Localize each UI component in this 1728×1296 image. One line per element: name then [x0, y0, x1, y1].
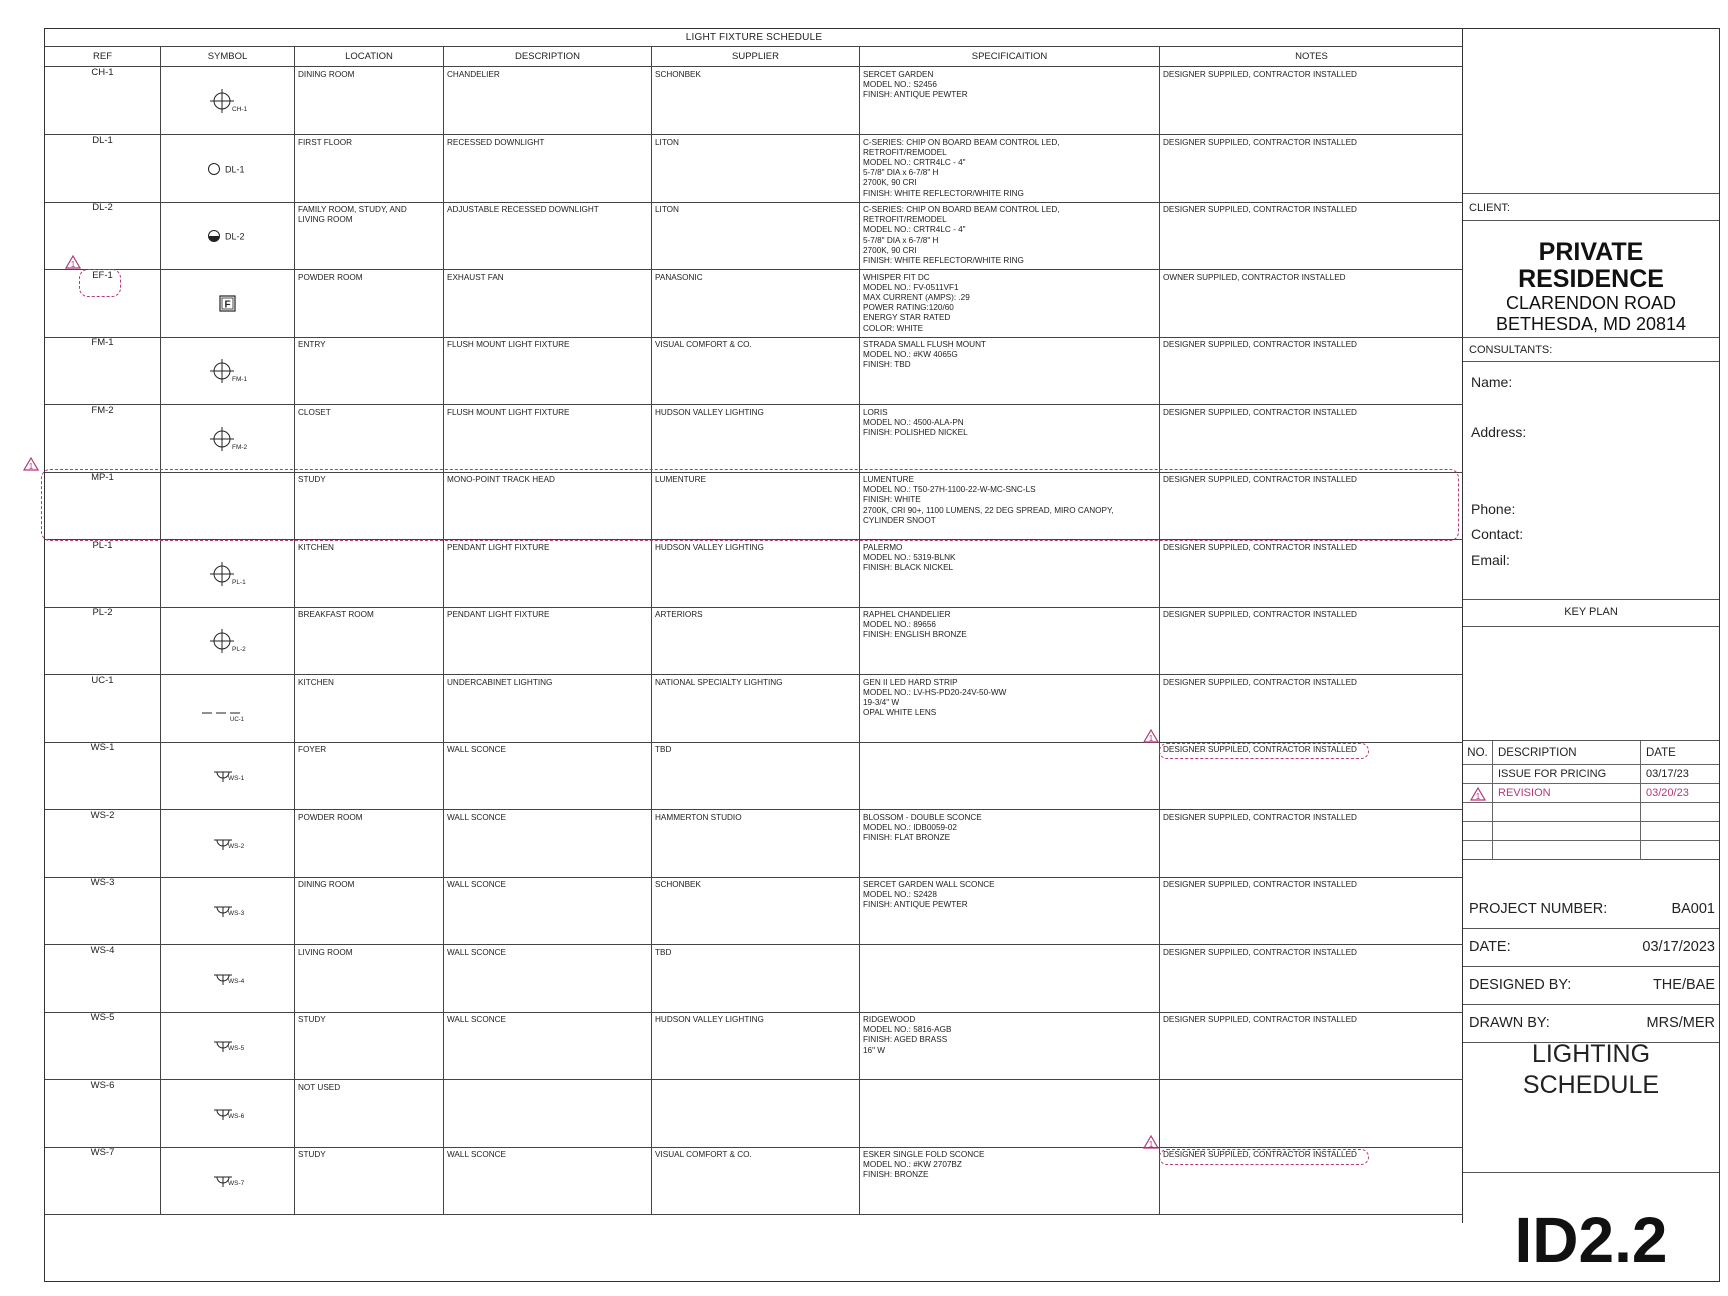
client-address [1463, 293, 1719, 335]
description-cell: WALL SCONCE [444, 945, 652, 1012]
svg-text:WS-5: WS-5 [227, 1045, 244, 1052]
specification-cell: LUMENTURE MODEL NO.: T50-27H-1100-22-W-MC-SNC-LS FINISH: WHITE 2700K, CRI 90+, 1100 LUMENS, 22 DEG SPREAD, MIRO CANOPY, CYLINDER SNOOT [860, 472, 1160, 539]
symbol-cell [161, 742, 295, 809]
table-row [45, 877, 1463, 945]
revision-row [1463, 841, 1719, 860]
notes-cell: DESIGNER SUPPILED, CONTRACTOR INSTALLED [1163, 205, 1357, 214]
description-cell: FLUSH MOUNT LIGHT FIXTURE [444, 337, 652, 404]
wall-sconce-icon [198, 1100, 258, 1134]
crosshair-icon [198, 627, 258, 661]
revision-delta-icon [65, 255, 81, 269]
revision-delta-icon [1143, 729, 1159, 743]
symbol-cell [161, 472, 295, 539]
consultant-address-label: Address: [1471, 424, 1527, 440]
location-cell: POWDER ROOM [295, 810, 444, 877]
description-cell: WALL SCONCE [444, 877, 652, 944]
date-value: 03/17/2023 [1642, 939, 1715, 955]
specification-cell: SERCET GARDEN MODEL NO.: S2456 FINISH: ANTIQUE PEWTER [860, 67, 1160, 134]
symbol-cell [161, 810, 295, 877]
client-label: CLIENT: [1469, 202, 1510, 214]
description-cell: CHANDELIER [444, 67, 652, 134]
consultants-label-row [1463, 338, 1719, 362]
supplier-cell: HUDSON VALLEY LIGHTING [652, 405, 860, 472]
location-cell: KITCHEN [295, 540, 444, 607]
dashed-line-icon [198, 695, 258, 729]
location-cell: DINING ROOM [295, 67, 444, 134]
symbol-cell [161, 1080, 295, 1147]
svg-text:UC-1: UC-1 [229, 716, 244, 723]
svg-text:1: 1 [1148, 1140, 1154, 1149]
specification-cell: LORIS MODEL NO.: 4500-ALA-PN FINISH: POLISHED NICKEL [860, 405, 1160, 472]
notes-cell: DESIGNER SUPPILED, CONTRACTOR INSTALLED [1163, 947, 1357, 957]
location-cell: CLOSET [295, 405, 444, 472]
table-row [45, 135, 1463, 203]
table-row [45, 810, 1463, 878]
ref-cell: PL-1 [45, 540, 161, 607]
symbol-cell [161, 945, 295, 1012]
drawn-by-label: DRAWN BY: [1469, 1015, 1550, 1031]
header-notes: NOTES [1295, 51, 1328, 62]
header-supplier: SUPPLIER [652, 47, 860, 67]
ref-cell: WS-7 [45, 1147, 161, 1214]
sheet-title-line2: SCHEDULE [1522, 1071, 1660, 1099]
ref-cell: WS-5 [45, 1012, 161, 1079]
notes-cell: OWNER SUPPILED, CONTRACTOR INSTALLED [1163, 272, 1346, 282]
key-plan-label-row [1463, 600, 1719, 627]
consultants-section [1463, 362, 1719, 600]
notes-cell: DESIGNER SUPPILED, CONTRACTOR INSTALLED [1163, 880, 1357, 889]
symbol-blank-icon [223, 492, 233, 502]
symbol-cell [161, 1012, 295, 1079]
revision-no [1463, 765, 1493, 784]
revision-description: ISSUE FOR PRICING [1493, 765, 1641, 784]
description-cell: RECESSED DOWNLIGHT [444, 135, 652, 202]
key-plan-label: KEY PLAN [1564, 606, 1618, 618]
specification-cell [860, 742, 1160, 809]
client-label-row [1463, 194, 1719, 221]
ref-cell: PL-2 [45, 607, 161, 674]
specification-cell [860, 945, 1160, 1012]
wall-sconce-icon [198, 762, 258, 796]
header-symbol: SYMBOL [161, 47, 295, 67]
wall-sconce-icon [198, 1032, 258, 1066]
notes-cell: DESIGNER SUPPILED, CONTRACTOR INSTALLED [1163, 677, 1357, 687]
svg-text:PL-2: PL-2 [231, 646, 246, 653]
location-cell: DINING ROOM [295, 877, 444, 944]
supplier-cell: NATIONAL SPECIALTY LIGHTING [652, 675, 860, 742]
svg-text:FM-2: FM-2 [231, 443, 247, 451]
crosshair-icon [198, 425, 258, 459]
svg-text:1: 1 [28, 462, 34, 471]
table-row [45, 540, 1463, 608]
notes-cell: DESIGNER SUPPILED, CONTRACTOR INSTALLED [1163, 70, 1357, 79]
client-address-line1: CLARENDON ROAD [1505, 293, 1677, 313]
specification-cell: PALERMO MODEL NO.: 5319-BLNK FINISH: BLACK NICKEL [860, 540, 1160, 607]
wall-sconce-icon [198, 897, 258, 931]
ref-cell: UC-1 [45, 675, 161, 742]
specification-cell [860, 1080, 1160, 1147]
consultant-contact-label: Contact: [1471, 526, 1524, 542]
revision-row [1463, 765, 1719, 784]
notes-cell: DESIGNER SUPPILED, CONTRACTOR INSTALLED [1163, 1150, 1357, 1159]
project-number-label: PROJECT NUMBER: [1469, 901, 1608, 917]
designed-by-value: THE/BAE [1652, 977, 1715, 993]
supplier-cell: LITON [652, 202, 860, 269]
symbol-cell [161, 67, 295, 134]
revision-table [1463, 741, 1719, 860]
location-cell: LIVING ROOM [295, 945, 444, 1012]
svg-text:1: 1 [70, 260, 76, 269]
designed-by-label: DESIGNED BY: [1469, 977, 1572, 993]
location-cell: NOT USED [295, 1080, 444, 1147]
symbol-cell [161, 202, 295, 269]
ref-cell: FM-2 [45, 405, 161, 472]
table-row [45, 202, 1463, 270]
symbol-cell [161, 540, 295, 607]
symbol-cell [161, 877, 295, 944]
description-cell: WALL SCONCE [444, 810, 652, 877]
specification-cell: ESKER SINGLE FOLD SCONCE MODEL NO.: #KW 2707BZ FINISH: BRONZE [860, 1147, 1160, 1214]
location-cell: POWDER ROOM [295, 270, 444, 337]
description-cell: FLUSH MOUNT LIGHT FIXTURE [444, 405, 652, 472]
ref-cell: FM-1 [45, 337, 161, 404]
table-row [45, 945, 1463, 1013]
specification-cell: STRADA SMALL FLUSH MOUNT MODEL NO.: #KW 4065G FINISH: TBD [860, 337, 1160, 404]
symbol-cell [161, 337, 295, 404]
table-row [45, 67, 1463, 135]
revision-delta-icon [1143, 1135, 1159, 1149]
supplier-cell: ARTERIORS [652, 607, 860, 674]
symbol-cell [161, 405, 295, 472]
specification-cell: SERCET GARDEN WALL SCONCE MODEL NO.: S2428 FINISH: ANTIQUE PEWTER [860, 877, 1160, 944]
symbol-cell [161, 135, 295, 202]
ref-cell: MP-1 [45, 472, 161, 539]
revision-row [1463, 784, 1719, 803]
specification-cell: RAPHEL CHANDELIER MODEL NO.: 89656 FINISH: ENGLISH BRONZE [860, 607, 1160, 674]
svg-text:WS-7: WS-7 [227, 1180, 244, 1187]
table-row [45, 1080, 1463, 1148]
title-block [1463, 29, 1719, 1281]
notes-cell: DESIGNER SUPPILED, CONTRACTOR INSTALLED [1163, 137, 1357, 147]
header-location: LOCATION [295, 47, 444, 67]
description-cell: UNDERCABINET LIGHTING [444, 675, 652, 742]
table-row [45, 1012, 1463, 1080]
notes-cell [1160, 1080, 1463, 1147]
sheet-title-line1: LIGHTING [1531, 1040, 1651, 1068]
svg-text:1: 1 [1475, 792, 1480, 801]
revision-row [1463, 822, 1719, 841]
notes-cell: DESIGNER SUPPILED, CONTRACTOR INSTALLED [1163, 1015, 1357, 1024]
notes-cell: DESIGNER SUPPILED, CONTRACTOR INSTALLED [1163, 610, 1357, 619]
ref-cell: EF-1 [45, 270, 161, 337]
supplier-cell: HUDSON VALLEY LIGHTING [652, 1012, 860, 1079]
ref-cell: WS-3 [45, 877, 161, 944]
crosshair-icon [198, 87, 258, 121]
drawing-sheet [28, 28, 1720, 1282]
consultant-email-label: Email: [1471, 552, 1510, 568]
client-section [1463, 221, 1719, 338]
svg-text:DL-1: DL-1 [224, 164, 245, 174]
table-row [45, 1147, 1463, 1215]
symbol-cell [161, 607, 295, 674]
client-address-line2: BETHESDA, MD 20814 [1495, 314, 1687, 334]
revision-delta-icon [23, 457, 39, 471]
wall-sconce-icon [198, 965, 258, 999]
location-cell: BREAKFAST ROOM [295, 607, 444, 674]
location-cell: ENTRY [295, 337, 444, 404]
wall-sconce-icon [198, 830, 258, 864]
notes-cell: DESIGNER SUPPILED, CONTRACTOR INSTALLED [1163, 475, 1357, 484]
description-cell: PENDANT LIGHT FIXTURE [444, 607, 652, 674]
crosshair-icon [198, 560, 258, 594]
date-label: DATE: [1469, 939, 1511, 955]
table-row [45, 472, 1463, 540]
revision-description: REVISION [1493, 784, 1641, 803]
ref-cell: WS-6 [45, 1080, 161, 1147]
date-row [1463, 929, 1719, 967]
supplier-cell: VISUAL COMFORT & CO. [652, 1147, 860, 1214]
description-cell: EXHAUST FAN [444, 270, 652, 337]
revision-row [1463, 803, 1719, 822]
revision-header-date: DATE [1646, 747, 1676, 759]
notes-cell: DESIGNER SUPPILED, CONTRACTOR INSTALLED [1163, 812, 1357, 822]
table-row [45, 337, 1463, 405]
svg-text:WS-6: WS-6 [227, 1112, 244, 1120]
wall-sconce-icon [198, 1167, 258, 1201]
notes-cell: DESIGNER SUPPILED, CONTRACTOR INSTALLED [1163, 340, 1357, 349]
title-block-top-blank [1463, 29, 1719, 194]
svg-text:WS-2: WS-2 [227, 842, 244, 850]
supplier-cell: SCHONBEK [652, 877, 860, 944]
revision-header-no: NO. [1463, 741, 1493, 765]
supplier-cell: SCHONBEK [652, 67, 860, 134]
sheet-number: ID2.2 [1514, 1204, 1668, 1276]
header-description: DESCRIPTION [444, 47, 652, 67]
specification-cell: BLOSSOM - DOUBLE SCONCE MODEL NO.: IDB0059-02 FINISH: FLAT BRONZE [860, 810, 1160, 877]
specification-cell: WHISPER FIT DC MODEL NO.: FV-0511VF1 MAX CURRENT (AMPS): .29 POWER RATING:120/60 ENERGY STAR RATED COLOR: WHITE [860, 270, 1160, 337]
description-cell: PENDANT LIGHT FIXTURE [444, 540, 652, 607]
ref-cell: DL-2 [45, 202, 161, 269]
revision-date: 03/20/23 [1646, 787, 1689, 799]
client-name [1463, 239, 1719, 293]
location-cell: FAMILY ROOM, STUDY, AND LIVING ROOM [295, 202, 444, 269]
ref-cell: WS-2 [45, 810, 161, 877]
schedule-header-row [45, 47, 1463, 67]
table-row [45, 742, 1463, 810]
location-cell: STUDY [295, 1147, 444, 1214]
notes-cell: DESIGNER SUPPILED, CONTRACTOR INSTALLED [1163, 407, 1357, 417]
consultant-name-label: Name: [1471, 374, 1513, 390]
consultants-label: CONSULTANTS: [1469, 344, 1553, 356]
specification-cell: RIDGEWOOD MODEL NO.: 5816-AGB FINISH: AGED BRASS 16" W [860, 1012, 1160, 1079]
supplier-cell: TBD [652, 742, 860, 809]
project-number-value: BA001 [1671, 901, 1715, 917]
supplier-cell [652, 1080, 860, 1147]
symbol-cell [161, 1147, 295, 1214]
svg-text:1: 1 [1148, 734, 1154, 743]
description-cell: WALL SCONCE [444, 1147, 652, 1214]
symbol-cell [161, 675, 295, 742]
location-cell: FIRST FLOOR [295, 135, 444, 202]
svg-text:WS-4: WS-4 [227, 977, 244, 985]
ref-cell: CH-1 [45, 67, 161, 134]
svg-text:F: F [223, 299, 231, 310]
description-cell [444, 1080, 652, 1147]
svg-text:WS-1: WS-1 [227, 775, 244, 782]
description-cell: WALL SCONCE [444, 742, 652, 809]
ref-cell: WS-1 [45, 742, 161, 809]
schedule-title: LIGHT FIXTURE SCHEDULE [45, 29, 1463, 47]
revision-header-description: DESCRIPTION [1493, 741, 1641, 765]
description-cell: MONO-POINT TRACK HEAD [444, 472, 652, 539]
header-specification: SPECIFICAITION [860, 47, 1160, 67]
revision-no [1463, 784, 1493, 803]
key-plan-area [1463, 627, 1719, 741]
supplier-cell: LITON [652, 135, 860, 202]
project-number-row [1463, 891, 1719, 929]
supplier-cell: TBD [652, 945, 860, 1012]
supplier-cell: HAMMERTON STUDIO [652, 810, 860, 877]
svg-text:PL-1: PL-1 [231, 578, 246, 586]
specification-cell: GEN II LED HARD STRIP MODEL NO.: LV-HS-PD20-24V-50-WW 19-3/4" W OPAL WHITE LENS [860, 675, 1160, 742]
specification-cell: C-SERIES: CHIP ON BOARD BEAM CONTROL LED, RETROFIT/REMODEL MODEL NO.: CRTR4LC - 4" 5-7/8" DIA x 6-7/8" H 2700K, 90 CRI FINISH: WHITE REFLECTOR/WHITE RING [860, 202, 1160, 269]
svg-text:CH-1: CH-1 [231, 106, 247, 113]
notes-cell: DESIGNER SUPPILED, CONTRACTOR INSTALLED [1163, 745, 1357, 754]
svg-text:WS-3: WS-3 [227, 910, 244, 917]
fan-box-icon [198, 290, 258, 324]
supplier-cell: LUMENTURE [652, 472, 860, 539]
svg-text:DL-2: DL-2 [224, 231, 245, 242]
client-name-line1: PRIVATE [1538, 238, 1644, 266]
header-ref: REF [45, 47, 161, 67]
crosshair-icon [198, 357, 258, 391]
ref-cell: WS-4 [45, 945, 161, 1012]
table-row [45, 405, 1463, 473]
revision-date: 03/17/23 [1646, 768, 1689, 780]
drawn-by-row [1463, 1005, 1719, 1043]
designed-by-row [1463, 967, 1719, 1005]
table-row [45, 270, 1463, 338]
table-row [45, 675, 1463, 743]
description-cell: ADJUSTABLE RECESSED DOWNLIGHT [444, 202, 652, 269]
client-name-line2: RESIDENCE [1518, 265, 1664, 293]
location-cell: FOYER [295, 742, 444, 809]
specification-cell: C-SERIES: CHIP ON BOARD BEAM CONTROL LED, RETROFIT/REMODEL MODEL NO.: CRTR4LC - 4" 5-7/8" DIA x 6-7/8" H 2700K, 90 CRI FINISH: WHITE REFLECTOR/WHITE RING [860, 135, 1160, 202]
supplier-cell: VISUAL COMFORT & CO. [652, 337, 860, 404]
supplier-cell: PANASONIC [652, 270, 860, 337]
symbol-cell [161, 270, 295, 337]
notes-cell: DESIGNER SUPPILED, CONTRACTOR INSTALLED [1163, 542, 1357, 552]
revision-delta-icon [1470, 787, 1486, 801]
light-fixture-schedule [45, 29, 1463, 1223]
supplier-cell: HUDSON VALLEY LIGHTING [652, 540, 860, 607]
table-row [45, 607, 1463, 675]
sheet-title-divider [1463, 1043, 1719, 1173]
location-cell: STUDY [295, 1012, 444, 1079]
ref-cell: DL-1 [45, 135, 161, 202]
svg-text:FM-1: FM-1 [231, 376, 247, 383]
drawn-by-value: MRS/MER [1646, 1015, 1715, 1031]
description-cell: WALL SCONCE [444, 1012, 652, 1079]
circle-icon [198, 155, 258, 189]
revision-header-row [1463, 741, 1719, 765]
location-cell: STUDY [295, 472, 444, 539]
location-cell: KITCHEN [295, 675, 444, 742]
consultant-phone-label: Phone: [1471, 501, 1516, 517]
half-filled-circle-icon [198, 222, 258, 256]
